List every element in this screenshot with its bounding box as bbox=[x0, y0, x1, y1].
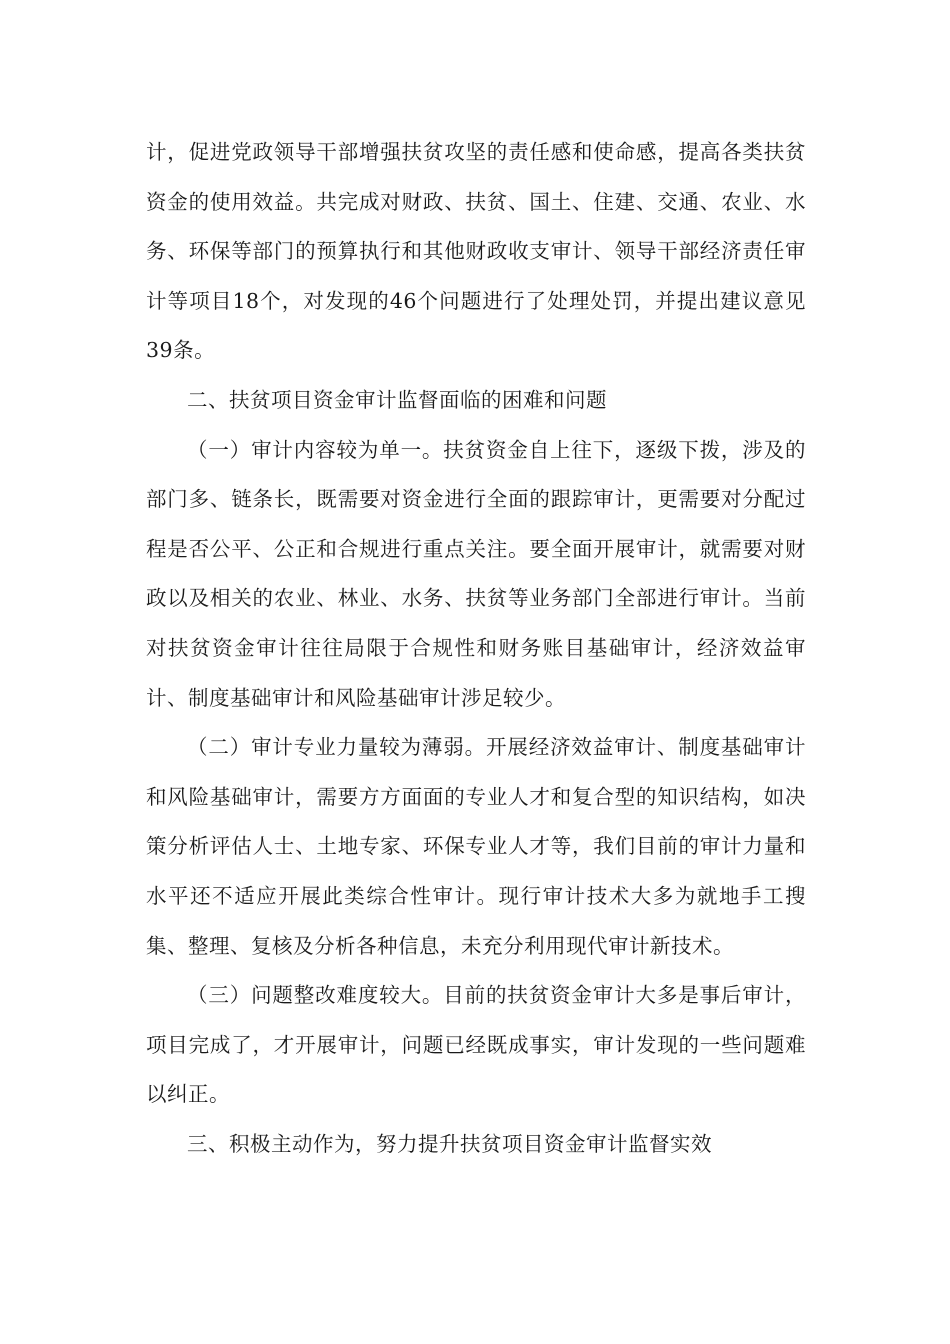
paragraph-2-3: （三）问题整改难度较大。目前的扶贫资金审计大多是事后审计，项目完成了，才开展审计，问题已经既成事实，审计发现的一些问题难以纠正。 bbox=[146, 983, 806, 1107]
paragraph-2-2: （二）审计专业力量较为薄弱。开展经济效益审计、制度基础审计和风险基础审计，需要方方面面的专业人才和复合型的知识结构，如决策分析评估人士、土地专家、环保专业人才等，我们目前的审计力量和水平还不适应开展此类综合性审计。现行审计技术大多为就地手工搜集、整理、复核及分析各种信息，未充分利用现代审计新技术。 bbox=[146, 735, 806, 958]
paragraph-2-1: （一）审计内容较为单一。扶贫资金自上往下，逐级下拨，涉及的部门多、链条长，既需要对资金进行全面的跟踪审计，更需要对分配过程是否公平、公正和合规进行重点关注。要全面开展审计，就需要对财政以及相关的农业、林业、水务、扶贫等业务部门全部进行审计。当前对扶贫资金审计往往局限于合规性和财务账目基础审计，经济效益审计、制度基础审计和风险基础审计涉足较少。 bbox=[146, 437, 806, 710]
section-heading-2: 二、扶贫项目资金审计监督面临的困难和问题 bbox=[187, 387, 607, 412]
section-heading-3: 三、积极主动作为，努力提升扶贫项目资金审计监督实效 bbox=[187, 1131, 712, 1156]
document-body bbox=[146, 128, 806, 1169]
paragraph-continuation: 计，促进党政领导干部增强扶贫攻坚的责任感和使命感，提高各类扶贫资金的使用效益。共完成对财政、扶贫、国土、住建、交通、农业、水务、环保等部门的预算执行和其他财政收支审计、领导干部经济责任审计等项目18个，对发现的46个问题进行了处理处罚，并提出建议意见39条。 bbox=[146, 140, 806, 363]
